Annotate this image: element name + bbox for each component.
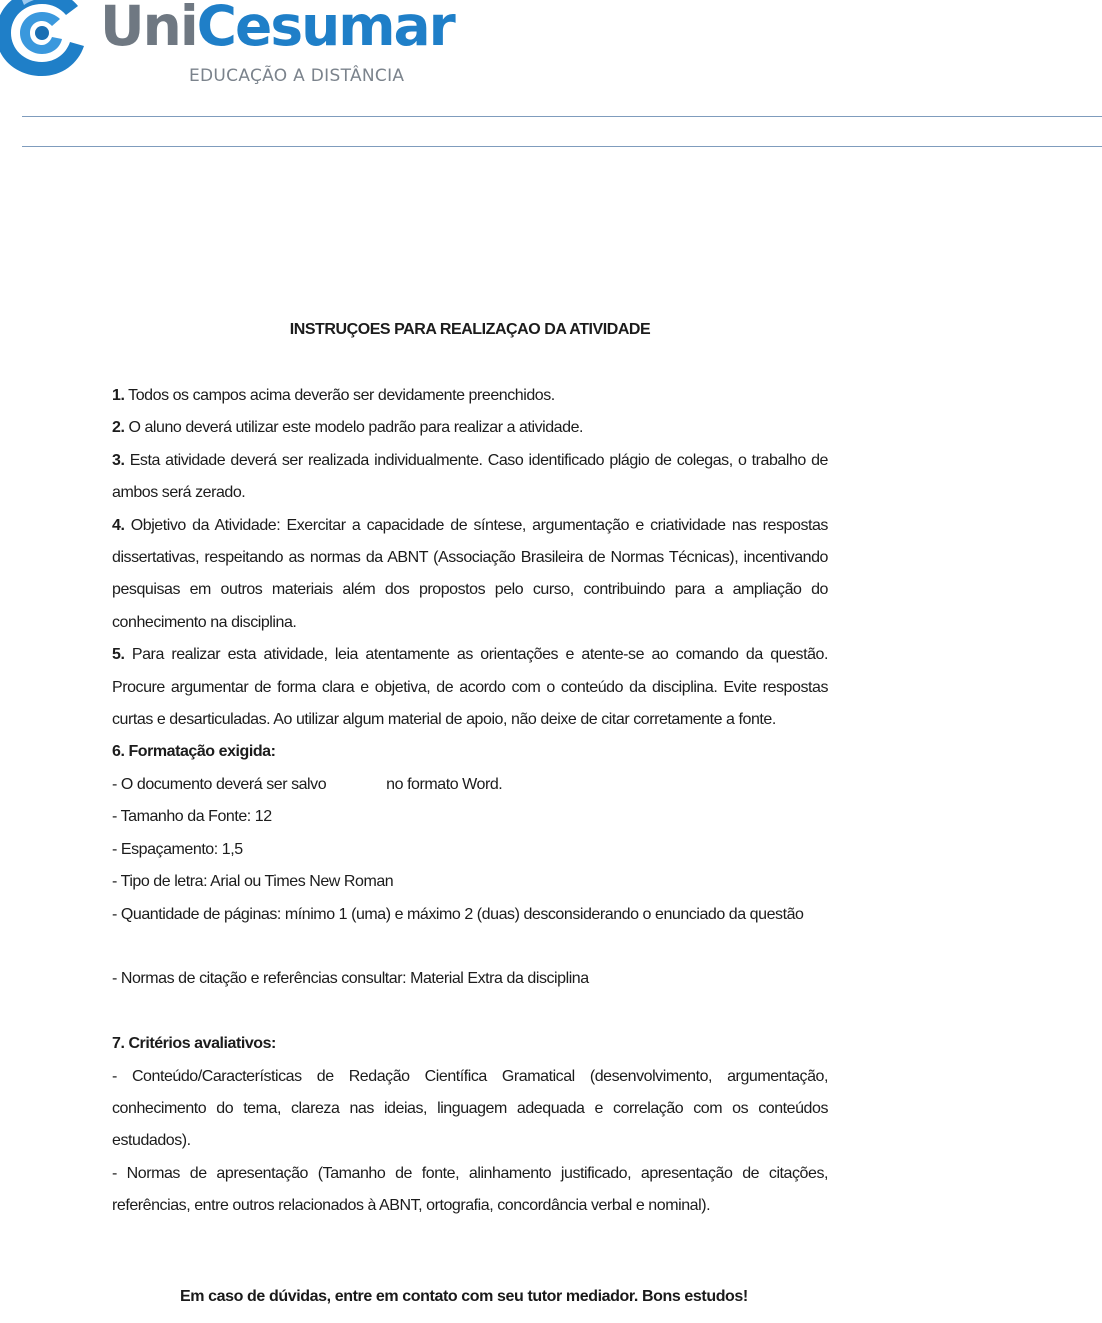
brand-name-cesumar: Cesumar bbox=[196, 0, 454, 58]
item-text: Todos os campos acima deverão ser devidamente preenchidos. bbox=[128, 387, 555, 404]
save-format-before: - O documento deverá ser salvo bbox=[112, 775, 327, 793]
unicesumar-logo bbox=[0, 0, 454, 96]
criteria-item-1: - Conteúdo/Características de Redação Científica Gramatical (desenvolvimento, argumentação, conhecimento do tema, clareza nas ideias, linguagem adequada e correlação com os conteúdos estudados). bbox=[112, 1067, 828, 1150]
item-number: 5. bbox=[112, 646, 125, 664]
formatting-font-size: - Tamanho da Fonte: 12 bbox=[112, 808, 272, 826]
formatting-spacing: - Espaçamento: 1,5 bbox=[112, 840, 243, 858]
brand-tagline: EDUCAÇÃO A DISTÂNCIA bbox=[189, 66, 405, 86]
formatting-citations: - Normas de citação e referências consultar: Material Extra da disciplina bbox=[112, 970, 589, 988]
item-text: Objetivo da Atividade: Exercitar a capacidade de síntese, argumentação e criatividade nas respostas dissertativas, respeitando as normas da ABNT (Associação Brasileira de Normas Técnicas), incentivando pesquisas em outros materiais além dos propostos pelo curso, contribuindo para a ampliação do conhecimento na disciplina. bbox=[112, 516, 828, 631]
spacer bbox=[112, 931, 828, 963]
item-number: 4. bbox=[112, 516, 125, 534]
item-number: 2. bbox=[112, 419, 125, 437]
formatting-font-type: - Tipo de letra: Arial ou Times New Roman bbox=[112, 873, 394, 891]
brand-name-uni: Uni bbox=[100, 0, 197, 58]
formatting-save-format bbox=[112, 769, 828, 801]
header-divider-top bbox=[22, 116, 1102, 117]
document-title: INSTRUÇOES PARA REALIZAÇAO DA ATIVIDADE bbox=[289, 321, 651, 338]
closing-message: Em caso de dúvidas, entre em contato com seu tutor mediador. Bons estudos! bbox=[180, 1288, 748, 1305]
instruction-item-2 bbox=[112, 412, 828, 444]
instructions-document bbox=[112, 318, 828, 1223]
instruction-item-3 bbox=[112, 445, 828, 510]
item-text: Esta atividade deverá ser realizada individualmente. Caso identificado plágio de colegas, o trabalho de ambos será zerado. bbox=[112, 451, 828, 502]
brand-name bbox=[100, 0, 454, 56]
formatting-pages: - Quantidade de páginas: mínimo 1 (uma) e máximo 2 (duas) desconsiderando o enunciado da questão bbox=[112, 905, 804, 923]
header-divider-bottom bbox=[22, 146, 1102, 147]
save-format-after: no formato Word. bbox=[386, 775, 503, 793]
criteria-item-2: - Normas de apresentação (Tamanho de fonte, alinhamento justificado, apresentação de citações, referências, entre outros relacionados à ABNT, ortografia, concordância verbal e nominal). bbox=[112, 1164, 828, 1215]
item-number: 3. bbox=[112, 451, 125, 469]
item-text: O aluno deverá utilizar este modelo padrão para realizar a atividade. bbox=[128, 419, 584, 437]
instruction-item-4 bbox=[112, 510, 828, 640]
criteria-heading: 7. Critérios avaliativos: bbox=[112, 1035, 276, 1053]
instruction-item-1 bbox=[112, 380, 828, 412]
spacer bbox=[112, 996, 828, 1028]
item-text: Para realizar esta atividade, leia atentamente as orientações e atente-se ao comando da questão. Procure argumentar de forma clara e objetiva, de acordo com o conteúdo da disciplina. Evite respostas curtas e desarticuladas. Ao utilizar algum material de apoio, não deixe de citar corretamente a fonte. bbox=[112, 646, 828, 729]
item-number: 1. bbox=[112, 387, 125, 404]
unicesumar-logo-icon bbox=[0, 0, 92, 78]
formatting-heading: 6. Formatação exigida: bbox=[112, 743, 276, 761]
instruction-item-5 bbox=[112, 639, 828, 736]
